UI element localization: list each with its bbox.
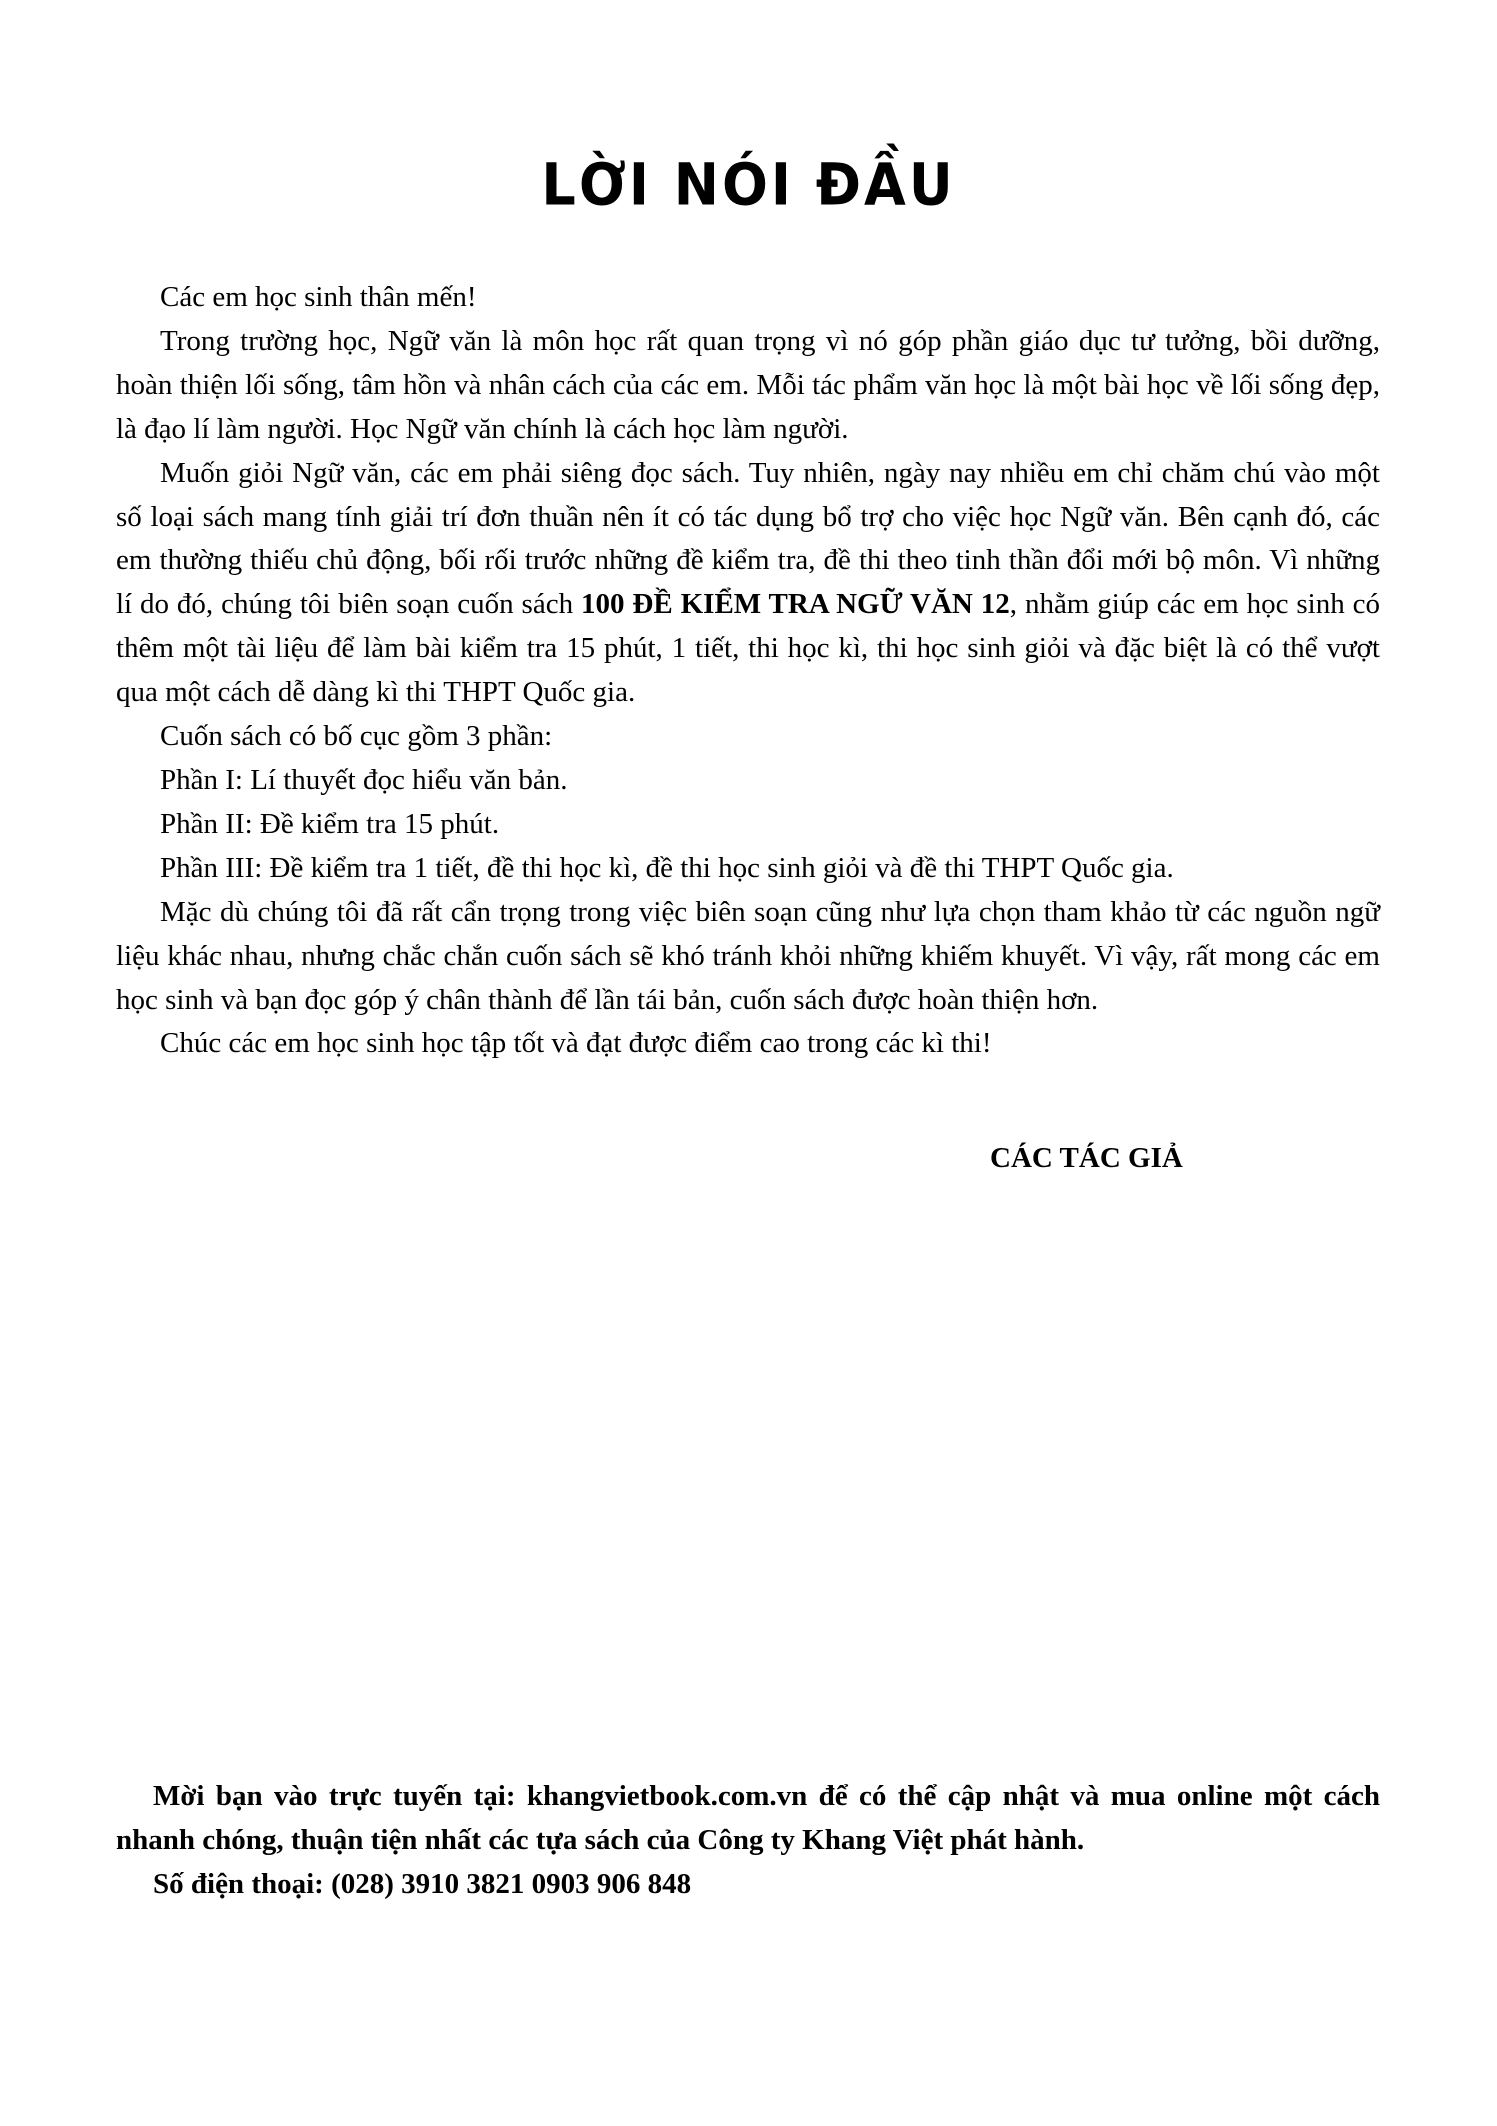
preface-body bbox=[116, 276, 1380, 1066]
paragraph-purpose-before: Muốn giỏi Ngữ văn, các em phải siêng đọc sách. Tuy nhiên, ngày nay nhiều em chỉ chăm chú vào một số loại sách mang tính giải trí đơn thuần nên ít có tác dụng bổ trợ cho việc học Ngữ văn. Bên cạnh đó, các em thường thiếu chủ động, bối rối trước những đề kiểm tra, đề thi theo tinh thần đổi mới bộ môn. Vì những lí do đó, chúng tôi biên soạn cuốn sách bbox=[116, 456, 1380, 621]
paragraph-importance: Trong trường học, Ngữ văn là môn học rất quan trọng vì nó góp phần giáo dục tư tưởng, bồi dưỡng, hoàn thiện lối sống, tâm hồn và nhân cách của các em. Mỗi tác phẩm văn học là một bài học về lối sống đẹp, là đạo lí làm người. Học Ngữ văn chính là cách học làm người. bbox=[116, 324, 1380, 445]
paragraph-greeting: Các em học sinh thân mến! bbox=[160, 281, 477, 313]
book-title: 100 ĐỀ KIỂM TRA NGỮ VĂN 12 bbox=[581, 588, 1010, 621]
footer-notice bbox=[116, 1774, 1380, 1906]
paragraph-disclaimer: Mặc dù chúng tôi đã rất cẩn trọng trong việc biên soạn cũng như lựa chọn tham khảo từ các nguồn ngữ liệu khác nhau, nhưng chắc chắn cuốn sách sẽ khó tránh khỏi những khiếm khuyết. Vì vậy, rất mong các em học sinh và bạn đọc góp ý chân thành để lần tái bản, cuốn sách được hoàn thiện hơn. bbox=[116, 895, 1380, 1016]
paragraph-purpose-after: , nhằm giúp các em học sinh có thêm một tài liệu để làm bài kiểm tra 15 phút, 1 tiết, thi học kì, thi học sinh giỏi và đặc biệt là có thể vượt qua một cách dễ dàng kì thi THPT Quốc gia. bbox=[116, 588, 1380, 709]
paragraph-part-2: Phần II: Đề kiểm tra 15 phút. bbox=[160, 807, 500, 840]
footer-phone: Số điện thoại: (028) 3910 3821 0903 906 848 bbox=[153, 1868, 692, 1900]
paragraph-structure: Cuốn sách có bố cục gồm 3 phần: bbox=[160, 720, 553, 753]
footer-online-notice: Mời bạn vào trực tuyến tại: khangvietbook.com.vn để có thể cập nhật và mua online một cách nhanh chóng, thuận tiện nhất các tựa sách của Công ty Khang Việt phát hành. bbox=[116, 1780, 1380, 1856]
paragraph-part-1: Phần I: Lí thuyết đọc hiểu văn bản. bbox=[160, 763, 568, 796]
page-title: LỜI NÓI ĐẦU bbox=[541, 150, 956, 219]
signature: CÁC TÁC GIẢ bbox=[990, 1142, 1183, 1174]
paragraph-part-3: Phần III: Đề kiểm tra 1 tiết, đề thi học kì, đề thi học sinh giỏi và đề thi THPT Quốc gia. bbox=[160, 851, 1174, 884]
paragraph-purpose bbox=[116, 452, 1380, 715]
paragraph-wishes: Chúc các em học sinh học tập tốt và đạt được điểm cao trong các kì thi! bbox=[160, 1027, 992, 1060]
